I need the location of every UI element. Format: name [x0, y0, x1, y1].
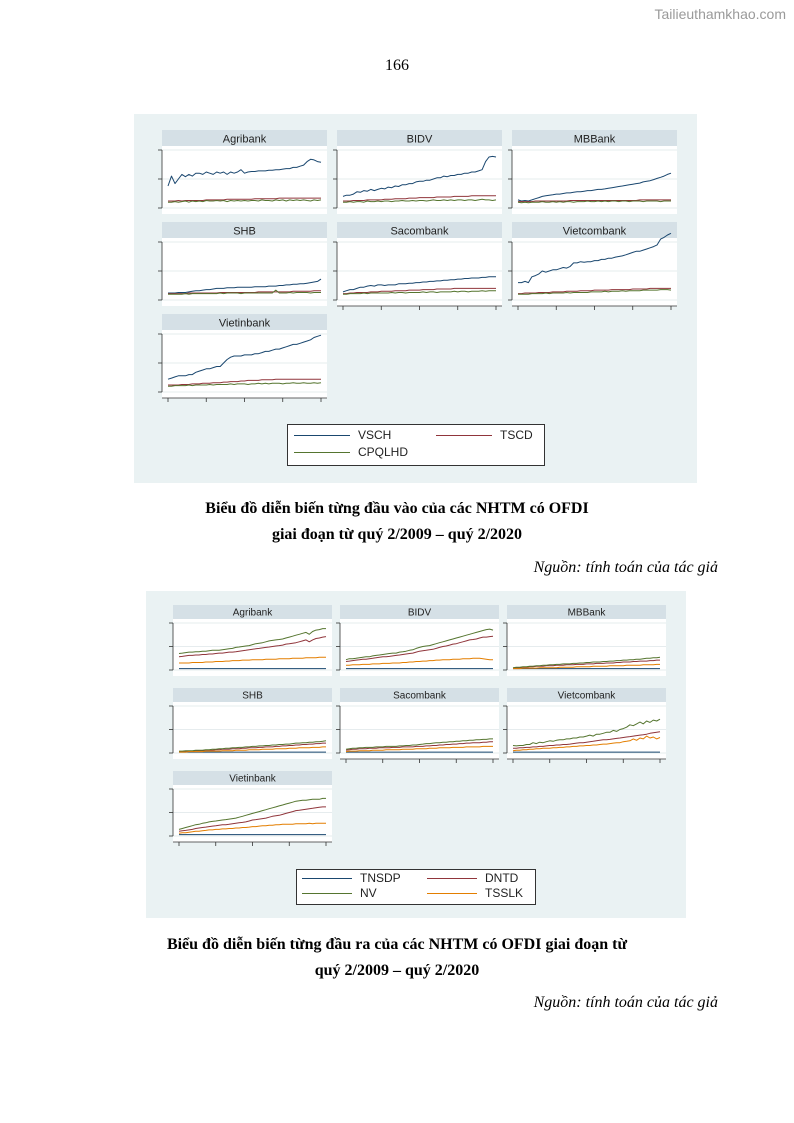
panel-title: Sacombank: [390, 225, 449, 238]
panel-title: SHB: [242, 690, 263, 702]
legend-swatch: [294, 452, 350, 453]
legend-swatch: [427, 893, 477, 894]
figure-inputs-panel: [134, 114, 697, 483]
panel-vietinbank: [158, 314, 327, 402]
legend-item-tsslk: [427, 886, 523, 900]
plot-area: [173, 619, 332, 676]
panel-vietinbank: [169, 771, 332, 846]
panel-vietcombank: [508, 222, 677, 310]
watermark: Tailieuthamkhao.com: [654, 6, 786, 22]
panel-title: BIDV: [406, 133, 433, 146]
figure-inputs-source: Nguồn: tính toán của tác giả: [533, 559, 718, 576]
legend-item-nv: [302, 886, 377, 900]
panel-sacombank: [336, 688, 499, 763]
panel-title: Agribank: [222, 133, 267, 146]
plot-area: [337, 238, 502, 306]
panel-title: SHB: [233, 225, 256, 238]
caption-line: giai đoạn từ quý 2/2009 – quý 2/2020: [271, 526, 523, 543]
caption-line: Biểu đồ diễn biến từng đầu vào của các NHTM có OFDI: [205, 500, 589, 517]
legend-item-vsch: [294, 428, 391, 442]
figure-outputs-source: Nguồn: tính toán của tác giả: [533, 994, 718, 1011]
figure-inputs-caption: [0, 496, 794, 548]
panel-agribank: [158, 130, 327, 214]
legend-label: VSCH: [358, 428, 392, 442]
panel-title: Agribank: [232, 607, 273, 619]
plot-area: [512, 238, 677, 306]
plot-area: [162, 146, 327, 214]
panel-bidv: [333, 130, 502, 214]
figure-outputs-legend: [296, 869, 536, 905]
panel-sacombank: [333, 222, 502, 310]
panel-shb: [158, 222, 327, 306]
panel-mbbank: [503, 605, 666, 676]
panel-mbbank: [508, 130, 677, 214]
legend-swatch: [427, 878, 477, 879]
legend-item-tscd: [436, 428, 533, 442]
panel-vietcombank: [503, 688, 666, 763]
legend-item-cpqlhd: [294, 445, 408, 459]
figure-outputs-caption: [0, 932, 794, 984]
plot-area: [162, 330, 327, 398]
plot-area: [337, 146, 502, 214]
legend-item-dntd: [427, 871, 518, 885]
panel-title: MBBank: [573, 133, 616, 146]
plot-area: [507, 619, 666, 676]
plot-area: [162, 238, 327, 306]
legend-swatch: [302, 878, 352, 879]
plot-area: [507, 702, 666, 759]
panel-bidv: [336, 605, 499, 676]
legend-item-tnsdp: [302, 871, 401, 885]
legend-label: TNSDP: [360, 871, 401, 885]
legend-swatch: [436, 435, 492, 436]
legend-label: TSSLK: [485, 886, 524, 900]
panel-shb: [169, 688, 332, 759]
legend-label: CPQLHD: [358, 445, 409, 459]
legend-label: DNTD: [485, 871, 519, 885]
caption-line: quý 2/2009 – quý 2/2020: [314, 962, 480, 979]
panel-title: Vietcombank: [562, 225, 627, 238]
panel-title: BIDV: [407, 607, 432, 619]
legend-label: TSCD: [500, 428, 533, 442]
page-number: 166: [385, 57, 409, 74]
panel-title: Vietinbank: [218, 317, 271, 330]
legend-label: NV: [360, 886, 377, 900]
caption-line: Biểu đồ diễn biến từng đầu ra của các NHTM có OFDI giai đoạn từ: [166, 936, 628, 953]
legend-swatch: [294, 435, 350, 436]
panel-title: Vietcombank: [557, 690, 616, 702]
panel-title: Vietinbank: [229, 773, 276, 785]
figure-inputs-legend: [287, 424, 545, 466]
panel-agribank: [169, 605, 332, 676]
figure-outputs-panel: [146, 591, 686, 918]
panel-title: MBBank: [567, 607, 606, 619]
legend-swatch: [302, 893, 352, 894]
panel-title: Sacombank: [393, 690, 446, 702]
